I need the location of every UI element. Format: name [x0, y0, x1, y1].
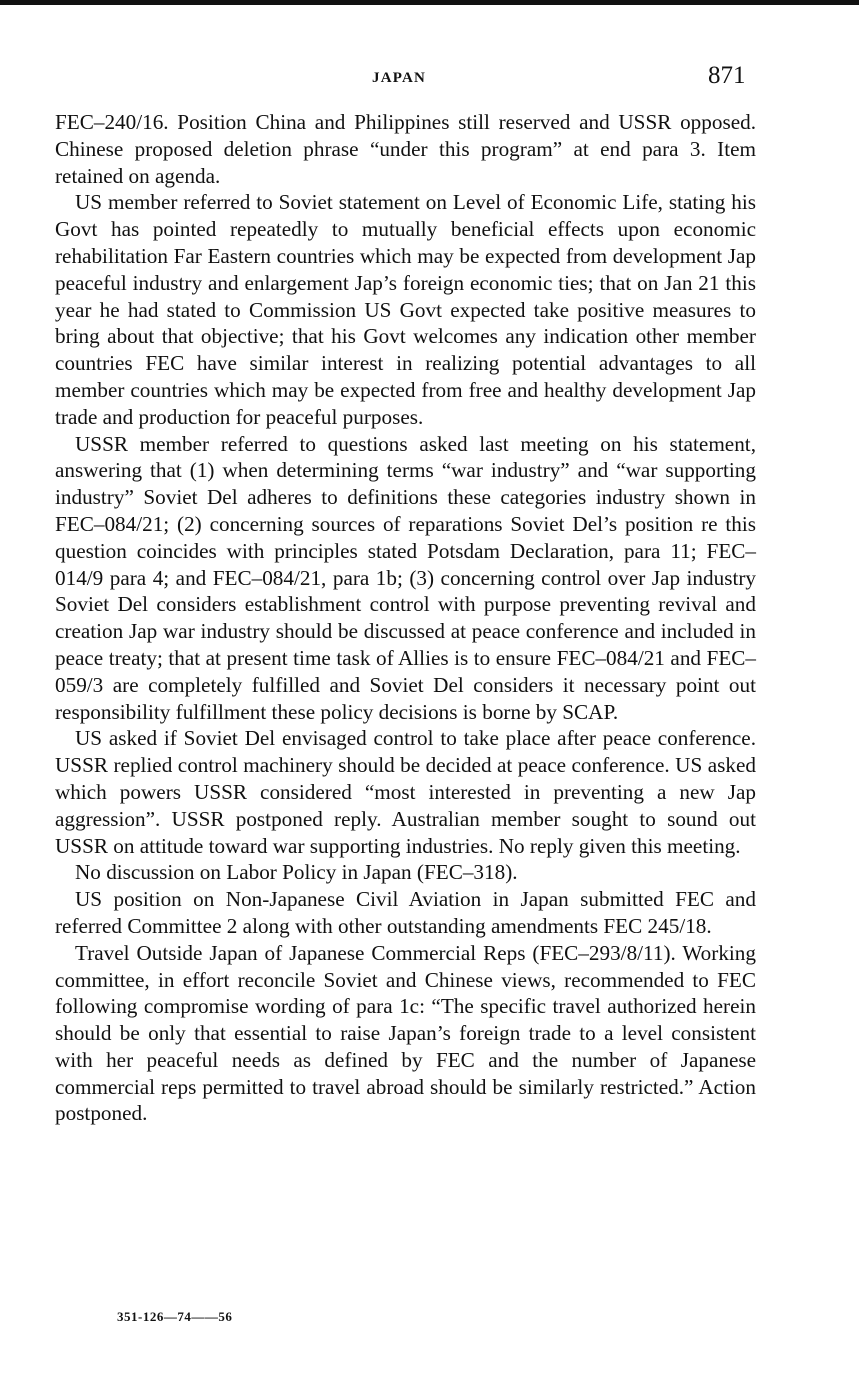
paragraph-us-member-statement: US member referred to Soviet statement on Level of Economic Life, stating his Govt has pointed repeatedly to mutually beneficial effects upon economic rehabilitation Far Eastern countries which may be expected from development Jap peaceful industry and enlargement Jap’s foreign economic ties; that on Jan 21 this year he had stated to Commission US Govt expected take positive measures to bring about that objective; that his Govt welcomes any indication other member countries FEC have similar interest in realizing potential advantages to all member countries which may be expected from free and healthy development Jap trade and production for peaceful purposes. [55, 190, 756, 429]
body-text [55, 109, 756, 1127]
paragraph-travel-commercial-reps: Travel Outside Japan of Japanese Commercial Reps (FEC–293/8/11). Working committee, in effort reconcile Soviet and Chinese views, recommended to FEC following compromise wording of para 1c: “The specific travel authorized herein should be only that essential to raise Japan’s foreign trade to a level consistent with her peaceful needs as defined by FEC and the number of Japanese commercial reps permitted to travel abroad should be similarly restricted.” Action postponed. [55, 940, 756, 1126]
page-number: 871 [708, 62, 746, 89]
paragraph-fec-240-16: FEC–240/16. Position China and Philippines still reserved and USSR opposed. Chinese proposed deletion phrase “under this program” at end para 3. Item retained on agenda. [55, 110, 756, 188]
top-border-rule [0, 0, 859, 5]
paragraph-control-peace-conference: US asked if Soviet Del envisaged control to take place after peace conference. USSR replied control machinery should be decided at peace conference. US asked which powers USSR considered “most interested in preventing a new Jap aggression”. USSR postponed reply. Australian member sought to sound out USSR on attitude toward war supporting industries. No reply given this meeting. [55, 726, 756, 858]
running-head [0, 64, 859, 96]
paragraph-labor-policy: No discussion on Labor Policy in Japan (FEC–318). [75, 860, 518, 885]
paragraph-civil-aviation: US position on Non-Japanese Civil Aviation in Japan submitted FEC and referred Committee 2 along with other outstanding amendments FEC 245/18. [55, 887, 756, 938]
printer-signature: 351-126—74——56 [117, 1309, 233, 1324]
running-head-title: JAPAN [372, 70, 427, 86]
paragraph-ussr-member-answers: USSR member referred to questions asked last meeting on his statement, answering that (1) when determining terms “war industry” and “war supporting industry” Soviet Del adheres to definitions these categories industry shown in FEC–084/21; (2) concerning sources of reparations Soviet Del’s position re this question coincides with principles stated Potsdam Declaration, para 11; FEC–014/9 para 4; and FEC–084/21, para 1b; (3) concerning control over Jap industry Soviet Del considers establishment control with purpose preventing revival and creation Jap war industry should be discussed at peace conference and included in peace treaty; that at present time task of Allies is to ensure FEC–084/21 and FEC–059/3 are completely fulfilled and Soviet Del considers it necessary point out responsibility fulfillment these policy decisions is borne by SCAP. [55, 431, 756, 724]
